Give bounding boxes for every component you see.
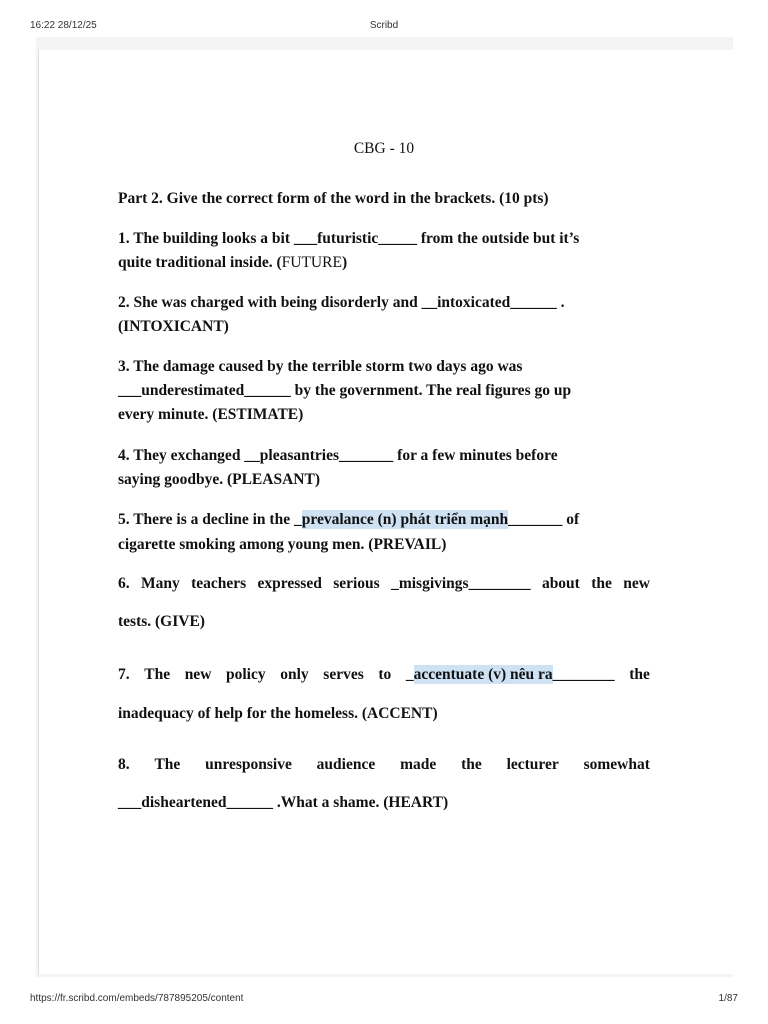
item-5-line-1: 5. There is a decline in the _prevalance (n) phát triển mạnh_______ of [118,511,580,528]
print-page-number: 1/87 [718,993,738,1004]
item-8-line-2: ___disheartened______ .What a shame. (HEART) [118,794,449,811]
item-3-line-2: ___underestimated______ by the government. The real figures go up [118,382,572,399]
item-3-line-3: every minute. (ESTIMATE) [118,406,304,423]
highlight-annotation: accentuate (v) nêu ra [413,666,553,683]
instruction: Part 2. Give the correct form of the word in the brackets. (10 pts) [118,190,549,207]
document-title: CBG - 10 [353,140,415,157]
item-7-line-1: 7. The new policy only serves to _accentuate (v) nêu ra________ the [118,666,650,683]
highlight-annotation: prevalance (n) phát triển mạnh [301,511,509,528]
item-8-line-1: 8. The unresponsive audience made the lecturer somewhat [118,756,650,773]
item-1-line-2: quite traditional inside. (FUTURE) [118,254,348,271]
item-6-line-2: tests. (GIVE) [118,613,205,630]
item-5-line-2: cigarette smoking among young men. (PREVAIL) [118,536,447,553]
item-2-line-2: (INTOXICANT) [118,318,229,335]
item-3-line-1: 3. The damage caused by the terrible storm two days ago was [118,358,523,375]
item-6-line-1: 6. Many teachers expressed serious _misgivings________ about the new [118,575,650,592]
print-url: https://fr.scribd.com/embeds/787895205/content [30,993,244,1004]
item-4-line-2: saying goodbye. (PLEASANT) [118,471,320,488]
item-7-line-2: inadequacy of help for the homeless. (ACCENT) [118,705,438,722]
item-1-line-1: 1. The building looks a bit ___futuristic_____ from the outside but it’s [118,230,580,247]
item-4-line-1: 4. They exchanged __pleasantries_______ for a few minutes before [118,447,558,464]
print-datetime: 16:22 28/12/25 [30,20,97,31]
print-site-title: Scribd [369,20,399,31]
item-2-line-1: 2. She was charged with being disorderly and __intoxicated______ . [118,294,565,311]
